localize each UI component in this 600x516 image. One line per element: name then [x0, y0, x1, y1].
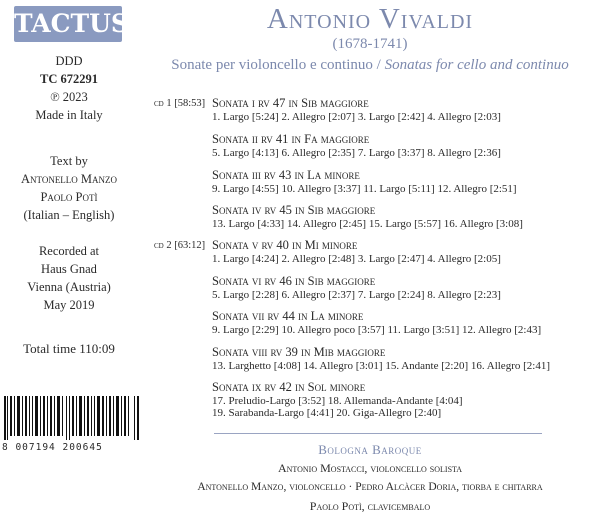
- sonata-5: [212, 238, 501, 265]
- barcode-number: 8 007194 200645: [2, 442, 103, 453]
- recording-venue: Haus Gnad: [41, 262, 97, 276]
- text-author-1: Antonello Manzo: [20, 172, 118, 186]
- recording-info: [14, 242, 124, 314]
- movement-list: 1. Largo [4:24] 2. Allegro [2:48] 3. Largo [2:47] 4. Allegro [2:05]: [212, 253, 501, 265]
- sonata-1: [212, 96, 501, 123]
- total-time: Total time 110:09: [23, 341, 115, 356]
- title-english: Sonatas for cello and continuo: [384, 57, 569, 73]
- catalog-info: [14, 52, 124, 124]
- movement-list-continued: 19. Sarabanda-Largo [4:41] 20. Giga-Allegro [2:40]: [212, 407, 442, 419]
- sonata-heading: Sonata ix rv 42 in Sol minore: [212, 380, 366, 394]
- sonata-3: [212, 168, 517, 195]
- text-author-2: Paolo Potì: [40, 190, 98, 204]
- sonata-heading: Sonata vii rv 44 in La minore: [212, 309, 364, 323]
- text-credits: [14, 152, 124, 224]
- label-logo: TACTUS: [14, 6, 122, 42]
- performer-line-1: Antonio Mostacci, violoncello solista: [277, 461, 463, 475]
- movement-list: 9. Largo [2:29] 10. Allegro poco [3:57] 11. Largo [3:51] 12. Allegro [2:43]: [212, 324, 542, 336]
- phonogram-year: ℗ 2023: [50, 90, 88, 104]
- movement-list: 9. Largo [4:55] 10. Allegro [3:37] 11. Largo [5:11] 12. Allegro [2:51]: [212, 183, 517, 195]
- composer-name: Antonio Vivaldi: [266, 3, 474, 35]
- title-separator: /: [372, 57, 385, 73]
- sonata-heading: Sonata ii rv 41 in Fa maggiore: [212, 132, 370, 146]
- made-in: Made in Italy: [35, 108, 103, 122]
- composer-dates: (1678-1741): [332, 36, 408, 52]
- cd2-label: cd 2 [63:12]: [154, 240, 206, 251]
- sonata-9: [212, 380, 463, 419]
- sonata-7: [212, 309, 541, 336]
- sonata-heading: Sonata vi rv 46 in Sib maggiore: [212, 274, 376, 288]
- text-languages: (Italian – English): [23, 208, 115, 222]
- sonata-4: [212, 203, 523, 230]
- movement-list: 13. Larghetto [4:08] 14. Allegro [3:01] 15. Andante [2:20] 16. Allegro [2:41]: [212, 360, 550, 372]
- title-italian: Sonate per violoncello e continuo: [171, 57, 373, 73]
- movement-list: 17. Preludio-Largo [3:52] 18. Allemanda-Andante [4:04]: [212, 395, 463, 407]
- recorded-at-label: Recorded at: [38, 244, 100, 258]
- sonata-8: [212, 345, 550, 372]
- text-by-label: Text by: [50, 154, 88, 168]
- recording-city: Vienna (Austria): [27, 280, 111, 294]
- sonata-heading: Sonata viii rv 39 in Mib maggiore: [212, 345, 386, 359]
- movement-list: 13. Largo [4:33] 14. Allegro [2:45] 15. Largo [5:57] 16. Allegro [3:08]: [212, 218, 523, 230]
- performer-line-3: Paolo Potì, clavicembalo: [309, 499, 431, 513]
- divider-rule: [214, 433, 542, 434]
- movement-list: 5. Largo [2:28] 6. Allegro [2:37] 7. Largo [2:24] 8. Allegro [2:23]: [212, 289, 501, 301]
- movement-list: 5. Largo [4:13] 6. Allegro [2:35] 7. Largo [3:37] 8. Allegro [2:36]: [212, 147, 501, 159]
- sonata-heading: Sonata i rv 47 in Sib maggiore: [212, 96, 369, 110]
- movement-list: 1. Largo [5:24] 2. Allegro [2:07] 3. Largo [2:42] 4. Allegro [2:03]: [212, 111, 501, 123]
- sonata-2: [212, 132, 501, 159]
- ddd-text: DDD: [55, 54, 83, 68]
- sonata-heading: Sonata iv rv 45 in Sib maggiore: [212, 203, 376, 217]
- recording-date: May 2019: [43, 298, 95, 312]
- album-title: [150, 57, 590, 74]
- performers: [150, 440, 590, 516]
- sonata-heading: Sonata v rv 40 in Mi minore: [212, 238, 358, 252]
- barcode-icon: [4, 396, 140, 440]
- cd1-label: cd 1 [58:53]: [154, 98, 206, 109]
- sonata-6: [212, 274, 501, 301]
- performer-line-2: Antonello Manzo, violoncello · Pedro Alcàcer Doria, tiorba e chitarra: [197, 481, 543, 493]
- ensemble-name: Bologna Baroque: [318, 442, 422, 457]
- sonata-heading: Sonata iii rv 43 in La minore: [212, 168, 360, 182]
- catalog-number: TC 672291: [40, 72, 98, 86]
